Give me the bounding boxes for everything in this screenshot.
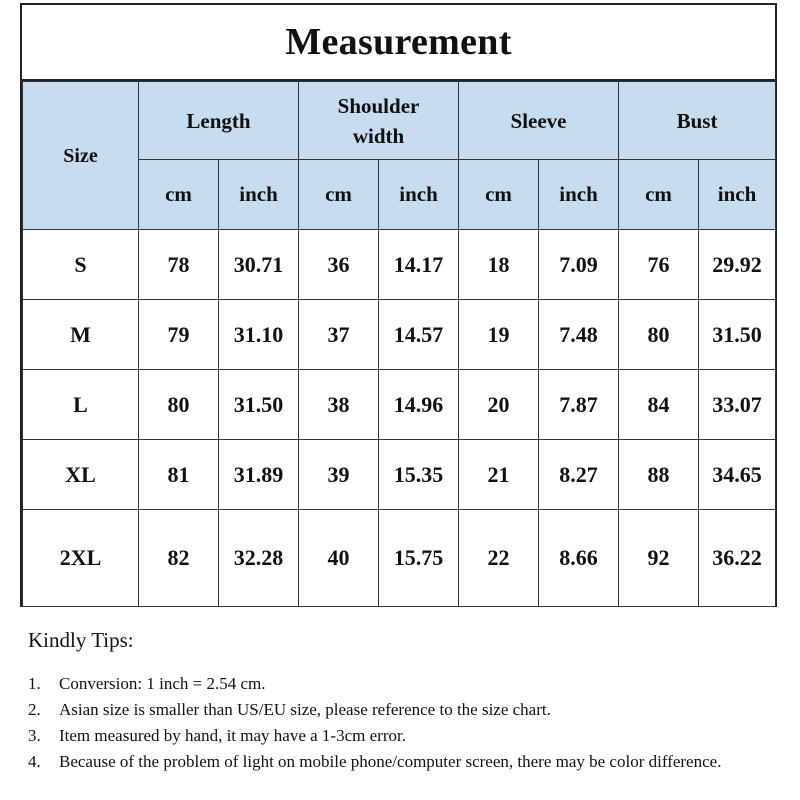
tip-text: Item measured by hand, it may have a 1-3cm error.: [59, 726, 406, 745]
value-cell: 8.27: [539, 440, 619, 510]
tip-text: Because of the problem of light on mobile phone/computer screen, there may be color difference.: [59, 752, 722, 771]
value-cell: 29.92: [699, 230, 776, 300]
unit-header: cm: [459, 160, 539, 230]
unit-header: cm: [139, 160, 219, 230]
table-row: [23, 440, 776, 510]
unit-header: inch: [219, 160, 299, 230]
size-header: Size: [23, 82, 139, 230]
group-header-bust: Bust: [619, 82, 776, 160]
tip-text: Conversion: 1 inch = 2.54 cm.: [59, 674, 266, 693]
table-row: [23, 370, 776, 440]
value-cell: 7.48: [539, 300, 619, 370]
unit-header: cm: [619, 160, 699, 230]
value-cell: 40: [299, 510, 379, 607]
measurement-table: [22, 81, 776, 607]
size-cell: M: [23, 300, 139, 370]
value-cell: 30.71: [219, 230, 299, 300]
value-cell: 7.09: [539, 230, 619, 300]
value-cell: 37: [299, 300, 379, 370]
value-cell: 34.65: [699, 440, 776, 510]
size-cell: L: [23, 370, 139, 440]
size-cell: 2XL: [23, 510, 139, 607]
value-cell: 32.28: [219, 510, 299, 607]
value-cell: 81: [139, 440, 219, 510]
value-cell: 76: [619, 230, 699, 300]
value-cell: 36: [299, 230, 379, 300]
tip-number: 4.: [28, 752, 41, 771]
value-cell: 7.87: [539, 370, 619, 440]
size-chart: [20, 3, 777, 607]
group-header-shoulder-width-label: Shoulder width: [337, 93, 420, 148]
value-cell: 31.50: [699, 300, 776, 370]
table-row: [23, 230, 776, 300]
value-cell: 92: [619, 510, 699, 607]
value-cell: 33.07: [699, 370, 776, 440]
tip-item: [28, 697, 778, 723]
value-cell: 15.75: [379, 510, 459, 607]
value-cell: 21: [459, 440, 539, 510]
value-cell: 31.10: [219, 300, 299, 370]
value-cell: 80: [139, 370, 219, 440]
tip-item: [28, 723, 778, 749]
tip-text: Asian size is smaller than US/EU size, please reference to the size chart.: [59, 700, 551, 719]
group-header-length: Length: [139, 82, 299, 160]
value-cell: 39: [299, 440, 379, 510]
group-header-shoulder-width: [299, 82, 459, 160]
value-cell: 14.17: [379, 230, 459, 300]
tip-number: 2.: [28, 700, 41, 719]
value-cell: 31.89: [219, 440, 299, 510]
value-cell: 78: [139, 230, 219, 300]
table-row: [23, 510, 776, 607]
chart-title: Measurement: [22, 5, 775, 81]
value-cell: 18: [459, 230, 539, 300]
tip-number: 3.: [28, 726, 41, 745]
value-cell: 20: [459, 370, 539, 440]
tips-section: [28, 628, 778, 775]
value-cell: 36.22: [699, 510, 776, 607]
value-cell: 19: [459, 300, 539, 370]
table-row: [23, 300, 776, 370]
size-cell: S: [23, 230, 139, 300]
value-cell: 14.57: [379, 300, 459, 370]
tip-number: 1.: [28, 674, 41, 693]
value-cell: 84: [619, 370, 699, 440]
value-cell: 82: [139, 510, 219, 607]
value-cell: 80: [619, 300, 699, 370]
unit-header: inch: [699, 160, 776, 230]
group-header-sleeve: Sleeve: [459, 82, 619, 160]
value-cell: 31.50: [219, 370, 299, 440]
value-cell: 14.96: [379, 370, 459, 440]
tip-item: [28, 671, 778, 697]
value-cell: 79: [139, 300, 219, 370]
value-cell: 8.66: [539, 510, 619, 607]
value-cell: 38: [299, 370, 379, 440]
size-cell: XL: [23, 440, 139, 510]
value-cell: 15.35: [379, 440, 459, 510]
unit-header: inch: [539, 160, 619, 230]
value-cell: 88: [619, 440, 699, 510]
header-row-groups: [23, 82, 776, 160]
tips-title: Kindly Tips:: [28, 628, 134, 652]
value-cell: 22: [459, 510, 539, 607]
unit-header: inch: [379, 160, 459, 230]
tip-item: [28, 749, 778, 775]
tips-list: [28, 671, 778, 775]
unit-header: cm: [299, 160, 379, 230]
